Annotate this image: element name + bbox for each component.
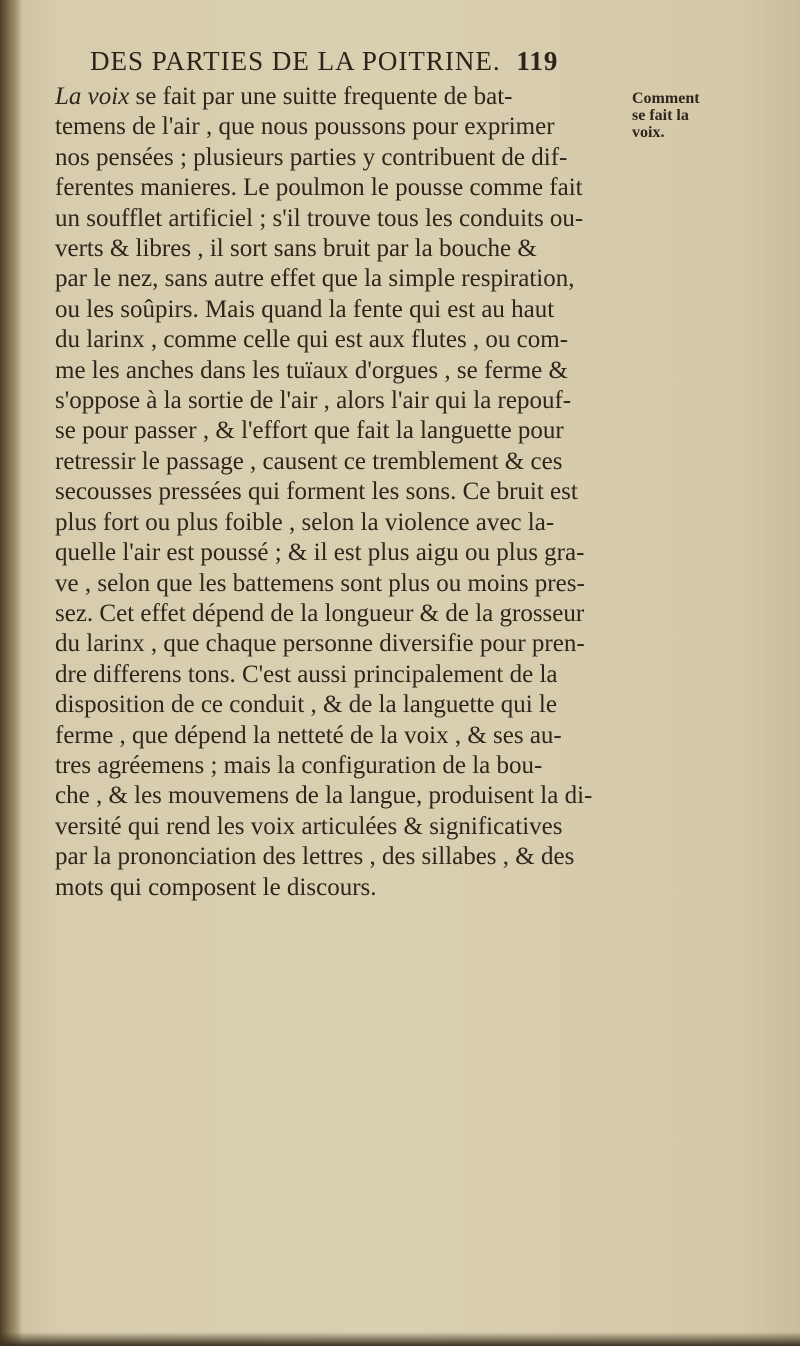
text-line: par la prononciation des lettres , des sillabes , & des bbox=[55, 843, 575, 871]
text-line: du larinx , comme celle qui est aux flutes , ou com- bbox=[55, 326, 569, 354]
text-line: disposition de ce conduit , & de la languette qui le bbox=[55, 691, 557, 719]
marginal-note-line: Comment bbox=[632, 90, 700, 107]
text-line: s'oppose à la sortie de l'air , alors l'air qui la repouf- bbox=[55, 387, 572, 415]
text-line: nos pensées ; plusieurs parties y contribuent de dif- bbox=[55, 143, 568, 171]
text-line: se pour passer , & l'effort que fait la languette pour bbox=[55, 417, 564, 445]
page-binding-shadow bbox=[0, 0, 22, 1346]
text-line: plus fort ou plus foible , selon la violence avec la- bbox=[55, 508, 555, 536]
text-line: du larinx , que chaque personne diversifie pour pren- bbox=[55, 630, 585, 658]
marginal-note-line: voix. bbox=[632, 124, 665, 141]
marginal-note-line: se fait la bbox=[632, 107, 689, 124]
text-line: ferentes manieres. Le poulmon le pousse comme fait bbox=[55, 174, 583, 202]
text-line: che , & les mouvemens de la langue, produisent la di- bbox=[55, 782, 593, 810]
page-number: 119 bbox=[516, 46, 559, 76]
paragraph-lead-word: La voix bbox=[55, 83, 130, 110]
text-line: temens de l'air , que nous poussons pour exprimer bbox=[55, 113, 555, 141]
text-line: quelle l'air est poussé ; & il est plus aigu ou plus gra- bbox=[55, 539, 585, 567]
text-line: ou les soûpirs. Mais quand la fente qui est au haut bbox=[55, 295, 555, 323]
text-line: tres agréemens ; mais la configuration de la bou- bbox=[55, 751, 543, 779]
text-line: mots qui composent le discours. bbox=[55, 873, 377, 901]
text-line: retressir le passage , causent ce tremblement & ces bbox=[55, 447, 563, 475]
page-bottom-shadow bbox=[0, 1332, 800, 1346]
running-head bbox=[90, 46, 650, 77]
text-line: un soufflet artificiel ; s'il trouve tous les conduits ou- bbox=[55, 204, 584, 232]
text-line: versité qui rend les voix articulées & significatives bbox=[55, 812, 563, 840]
text-line: secousses pressées qui forment les sons. Ce bruit est bbox=[55, 478, 578, 506]
body-paragraph bbox=[55, 82, 625, 903]
text-line: par le nez, sans autre effet que la simple respiration, bbox=[55, 265, 575, 293]
marginal-note bbox=[632, 90, 792, 141]
text-line: sez. Cet effet dépend de la longueur & de la grosseur bbox=[55, 599, 585, 627]
text-line: verts & libres , il sort sans bruit par la bouche & bbox=[55, 235, 537, 263]
text-line: me les anches dans les tuïaux d'orgues , se ferme & bbox=[55, 356, 568, 384]
text-line: ve , selon que les battemens sont plus ou moins pres- bbox=[55, 569, 585, 597]
text-line: ferme , que dépend la netteté de la voix , & ses au- bbox=[55, 721, 562, 749]
text-line: La voix se fait par une suitte frequente de bat- bbox=[55, 83, 513, 110]
running-head-title: DES PARTIES DE LA POITRINE. bbox=[90, 46, 501, 76]
text-line: dre differens tons. C'est aussi principalement de la bbox=[55, 660, 558, 688]
